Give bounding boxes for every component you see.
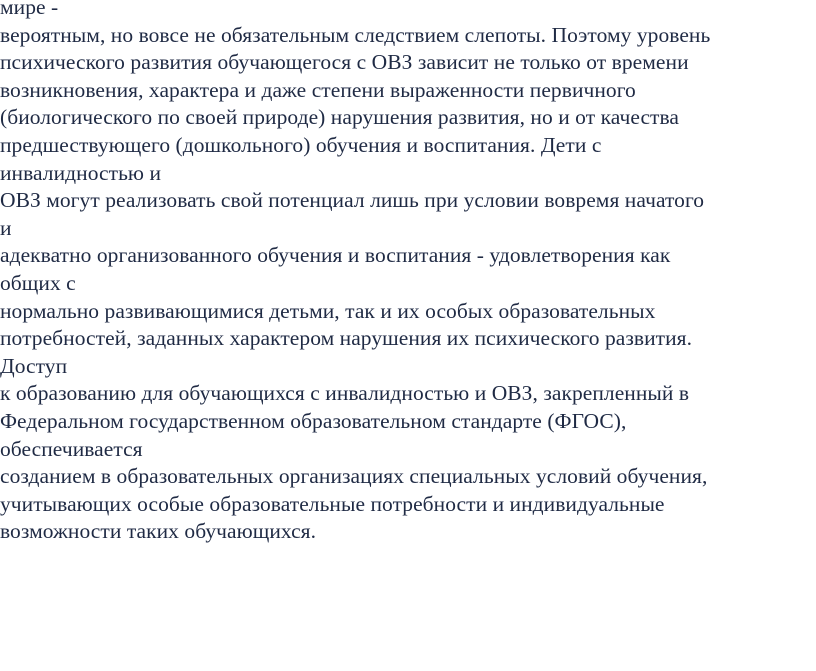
text-line-12: нормально развивающимися детьми, так и их особых образовательных (0, 298, 656, 323)
text-line-10: адекватно организованного обучения и воспитания - удовлетворения как (0, 243, 671, 268)
text-line-5: (биологического по своей природе) нарушения развития, но и от качества (0, 105, 680, 130)
text-line-14: Доступ (0, 353, 68, 378)
text-line-9: и (0, 215, 12, 240)
text-line-20: возможности таких обучающихся. (0, 519, 317, 544)
text-line-1: мире - (0, 0, 59, 19)
text-line-13: потребностей, заданных характером нарушения их психического развития. (0, 326, 693, 351)
text-line-4: возникновения, характера и даже степени выраженности первичного (0, 77, 636, 102)
text-line-3: психического развития обучающегося с ОВЗ зависит не только от времени (0, 50, 689, 75)
text-line-19: учитывающих особые образовательные потребности и индивидуальные (0, 491, 665, 516)
text-line-17: обеспечивается (0, 436, 143, 461)
text-line-8: ОВЗ могут реализовать свой потенциал лишь при условии вовремя начатого (0, 188, 705, 213)
text-line-11: общих с (0, 270, 76, 295)
text-line-7: инвалидностью и (0, 160, 162, 185)
text-line-2: вероятным, но вовсе не обязательным следствием слепоты. Поэтому уровень (0, 22, 711, 47)
text-line-16: Федеральном государственном образовательном стандарте (ФГОС), (0, 408, 627, 433)
text-line-18: созданием в образовательных организациях специальных условий обучения, (0, 464, 708, 489)
text-line-6: предшествующего (дошкольного) обучения и воспитания. Дети с (0, 132, 602, 157)
text-line-15: к образованию для обучающихся с инвалидностью и ОВЗ, закрепленный в (0, 381, 690, 406)
